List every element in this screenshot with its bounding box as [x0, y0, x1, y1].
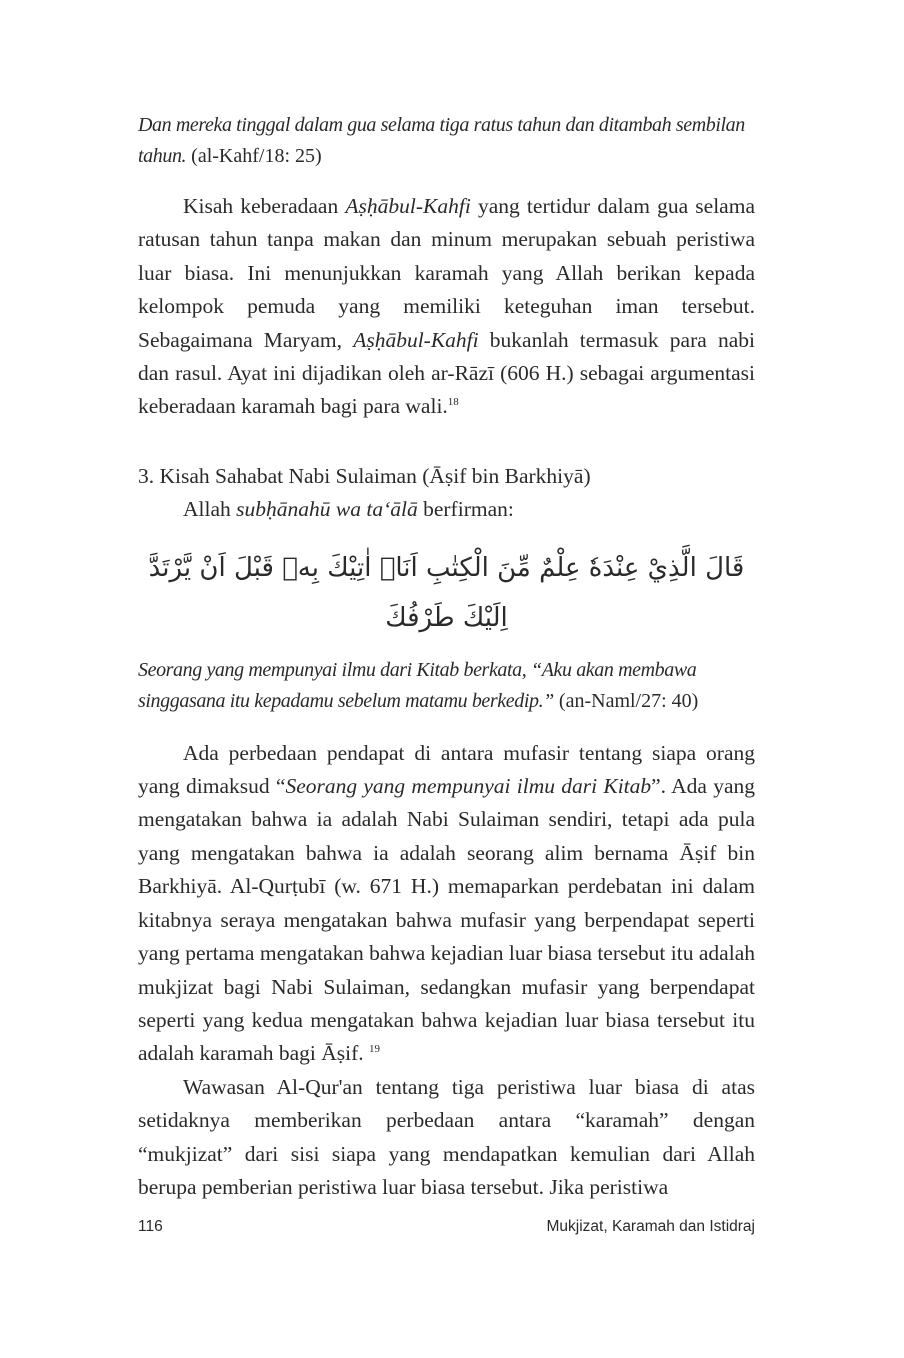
- term-ashabul-kahfi: Aṣḥābul-Kahfi: [345, 194, 471, 218]
- footnote-ref: 18: [447, 396, 459, 409]
- term-ashabul-kahfi: Aṣḥābul-Kahfi: [353, 327, 479, 352]
- verse-reference: (al-Kahf/18: 25): [186, 145, 322, 167]
- quoted-phrase: Seorang yang mempunyai ilmu dari Kitab: [285, 774, 652, 799]
- section-heading: 3. Kisah Sahabat Nabi Sulaiman (Āṣif bin Barkhiyā): [138, 463, 591, 488]
- page-content: [138, 110, 755, 1204]
- section-intro: Allah subḥānahū wa ta‘ālā berfirman:: [183, 497, 514, 522]
- arabic-verse: قَالَ الَّذِيْ عِنْدَهٗ عِلْمٌ مِّنَ الْكِتٰبِ اَنَا۠ اٰتِيْكَ بِهٖ قَبْلَ اَنْ يَّرْتَدَّ اِلَيْكَ طَرْفُكَ: [148, 552, 745, 633]
- footnote-ref: 19: [369, 1043, 381, 1056]
- translation-kahf: [138, 110, 755, 172]
- translation-text: Dan mereka tinggal dalam gua selama tiga ratus tahun dan ditambah sembilan tahun.: [138, 114, 745, 167]
- page-number: 116: [138, 1218, 163, 1235]
- paragraph-wawasan: Wawasan Al-Qur'an tentang tiga peristiwa luar biasa di atas setidaknya memberikan perbedaan antara “karamah” dengan “mukjizat” dari sisi siapa yang mendapatkan kemulian dari Allah berupa pemberian peristiwa luar biasa tersebut. Jika peristiwa: [138, 1074, 755, 1199]
- running-title: Mukjizat, Karamah dan Istidraj: [546, 1218, 755, 1235]
- verse-reference: (an-Naml/27: 40): [553, 689, 699, 712]
- translation-text: Seorang yang mempunyai ilmu dari Kitab berkata, “Aku akan membawa singgasana itu kepadamu sebelum matamu berkedip.”: [138, 658, 697, 712]
- paragraph-ashabul-kahfi: Kisah keberadaan Aṣḥābul-Kahfi yang tertidur dalam gua selama ratusan tahun tanpa makan dan minum merupakan sebuah peristiwa luar biasa. Ini menunjukkan karamah yang Allah berikan kepada kelompok pemuda yang memiliki keteguhan iman tersebut. Sebagaimana Maryam, Aṣḥābul-Kahfi bukanlah termasuk para nabi dan rasul. Ayat ini dijadikan oleh ar-Rāzī (606 H.) sebagai argumentasi keberadaan karamah bagi para wali.$^{18}$: [138, 194, 755, 419]
- translation-naml: [138, 655, 755, 717]
- paragraph-mufasir: Ada perbedaan pendapat di antara mufasir tentang siapa orang yang dimaksud “Seorang yang mempunyai ilmu dari Kitab”. Ada yang mengatakan bahwa ia adalah Nabi Sulaiman sendiri, tetapi ada pula yang mengatakan bahwa ia adalah seorang alim bernama Āṣif bin Barkhiyā. Al-Qurṭubī (w. 671 H.) memaparkan perdebatan ini dalam kitabnya seraya mengatakan bahwa mufasir yang berpendapat seperti yang pertama mengatakan bahwa kejadian luar biasa tersebut itu adalah mukjizat bagi Nabi Sulaiman, sedangkan mufasir yang berpendapat seperti yang kedua mengatakan bahwa kejadian luar biasa tersebut itu adalah karamah bagi Āṣif. $^{19}$: [138, 740, 755, 1066]
